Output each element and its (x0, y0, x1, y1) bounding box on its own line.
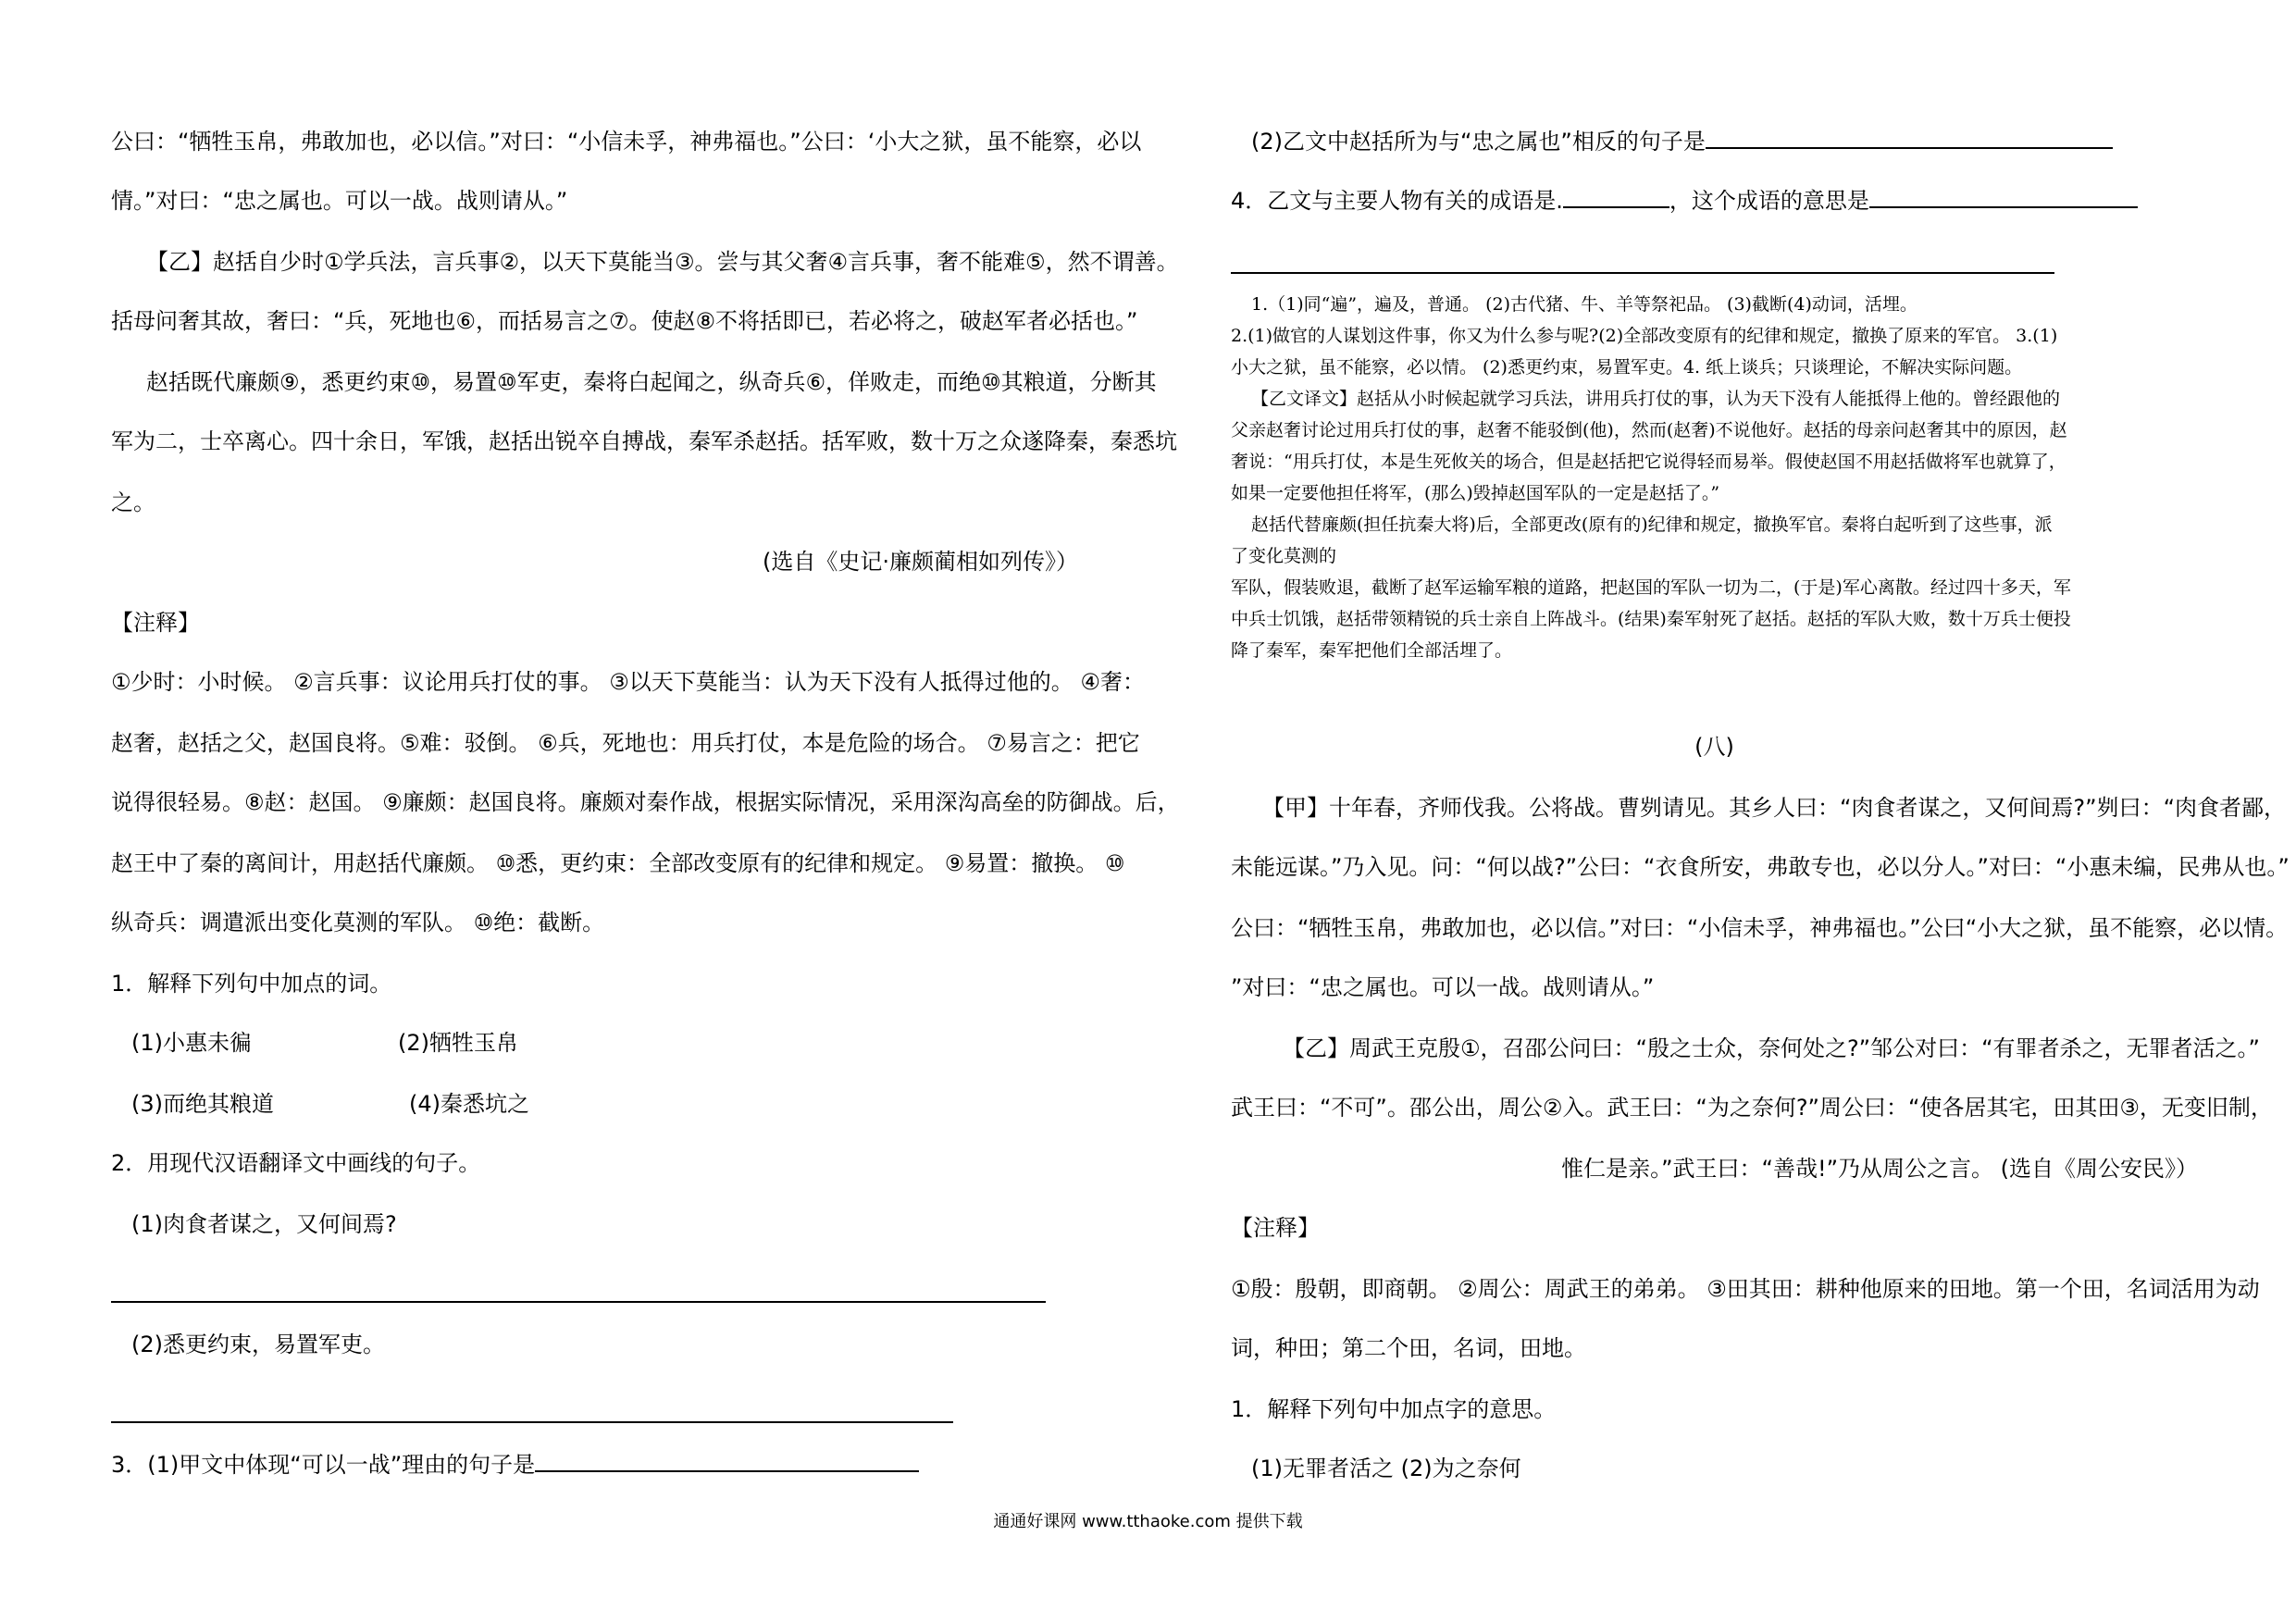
text-line: 【甲】十年春，齐师伐我。公将战。曹刿请见。其乡人曰：“肉食者谋之，又何间焉?”刿曰：“肉食者鄙， (1262, 795, 2287, 821)
answer-blank (1869, 186, 2138, 208)
question-item: (1)肉食者谋之，又何间焉? (131, 1211, 397, 1237)
text-line: 情。”对曰：“忠之属也。可以一战。战则请从。” (111, 188, 568, 214)
question-2: 2．用现代汉语翻译文中画线的句子。 (111, 1150, 481, 1176)
text-line: 【乙】赵括自少时①学兵法，言兵事②，以天下莫能当③。尝与其父奢④言兵事，奢不能难⑤，然不谓善。 (146, 249, 1179, 275)
answer-key-line: 【乙文译文】赵括从小时候起就学习兵法，讲用兵打仗的事，认为天下没有人能抵得上他的。曾经跟他的 (1251, 389, 2061, 409)
text-line: 之。 (111, 489, 155, 515)
answer-key-line: 父亲赵奢讨论过用兵打仗的事，赵奢不能驳倒(他)，然而(赵奢)不说他好。赵括的母亲问赵奢其中的原因，赵 (1231, 420, 2067, 440)
section-heading: (八) (1694, 734, 1734, 760)
note-line: 纵奇兵：调遣派出变化莫测的军队。 ⑩绝：截断。 (111, 910, 605, 935)
answer-line (1231, 272, 2054, 274)
answer-key-line: 了变化莫测的 (1231, 546, 1337, 566)
text-line: 惟仁是亲。”武王曰：“善哉!”乃从周公之言。 (选自《周公安民》） (1561, 1156, 2198, 1182)
notes-title: 【注释】 (1231, 1215, 1320, 1241)
question-3 (111, 1449, 919, 1481)
answer-key-line: 中兵士饥饿，赵括带领精锐的兵士亲自上阵战斗。(结果)秦军射死了赵括。赵括的军队大败，数十万兵士便投 (1231, 609, 2071, 629)
answer-key-line: 1.（1)同“遍”，遍及，普通。 (2)古代猪、牛、羊等祭祀品。 (3)截断(4)动词，活埋。 (1251, 294, 1917, 315)
text-line: ”对曰：“忠之属也。可以一战。战则请从。” (1231, 974, 1655, 1000)
question-1: 1．解释下列句中加点的词。 (111, 971, 392, 997)
question-item: (2)悉更约束，易置军吏。 (131, 1332, 385, 1357)
page-footer: 通通好课网 www.tthaoke.com 提供下载 (993, 1512, 1303, 1531)
note-line: 词，种田；第二个田，名词，田地。 (1231, 1335, 1586, 1361)
source-citation: (选自《史记·廉颇蔺相如列传》） (763, 549, 1078, 575)
notes-title: 【注释】 (111, 610, 200, 636)
text-line: 括母问奢其故，奢曰：“兵，死地也⑥，而括易言之⑦。使赵⑧不将括即已，若必将之，破赵军者必括也。” (111, 308, 1138, 334)
text-line: 公曰：“牺牲玉帛，弗敢加也，必以信。”对曰：“小信未孚，神弗福也。”公曰“小大之狱，虽不能察，必以情。 (1231, 915, 2289, 941)
question-text: ，这个成语的意思是 (1669, 188, 1869, 214)
question-text: 4．乙文与主要人物有关的成语是. (1231, 188, 1563, 214)
question-item: (1)小惠未徧 (131, 1030, 252, 1056)
answer-blank (1563, 186, 1669, 208)
answer-key-line: 2.(1)做官的人谋划这件事，你又为什么参与呢?(2)全部改变原有的纪律和规定，撤换了原来的军官。 3.(1) (1231, 326, 2058, 346)
answer-key-line: 降了秦军，秦军把他们全部活埋了。 (1231, 640, 1513, 661)
answer-key-line: 小大之狱，虽不能察，必以情。 (2)悉更约束，易置军吏。4. 纸上谈兵；只谈理论，不解决实际问题。 (1231, 357, 2023, 378)
answer-line (111, 1421, 953, 1423)
question-1: 1．解释下列句中加点字的意思。 (1231, 1396, 1557, 1422)
text-line: 【乙】周武王克殷①，召邵公问曰：“殷之士众，奈何处之?”邹公对曰：“有罪者杀之，无罪者活之。” (1283, 1035, 2260, 1061)
note-line: 赵王中了秦的离间计，用赵括代廉颇。 ⑩悉，更约束：全部改变原有的纪律和规定。 ⑨易置：撤换。 ⑩ (111, 850, 1125, 876)
note-line: 说得很轻易。⑧赵：赵国。 ⑨廉颇：赵国良将。廉颇对秦作战，根据实际情况，采用深沟高垒的防御战。后， (111, 789, 1180, 815)
answer-blank (535, 1450, 919, 1472)
text-line: 赵括既代廉颇⑨，悉更约束⑩，易置⑩军吏，秦将白起闻之，纵奇兵⑥，佯败走，而绝⑩其粮道，分断其 (146, 369, 1157, 395)
note-line: ①少时：小时候。 ②言兵事：议论用兵打仗的事。 ③以天下莫能当：认为天下没有人抵得过他的。 ④奢： (111, 669, 1145, 695)
answer-key-line: 赵括代替廉颇(担任抗秦大将)后，全部更改(原有的)纪律和规定，撤换军官。秦将白起听到了这些事，派 (1251, 514, 2053, 535)
answer-blank (1706, 127, 2113, 149)
note-line: 赵奢，赵括之父，赵国良将。⑤难：驳倒。 ⑥兵，死地也：用兵打仗，本是危险的场合。 ⑦易言之：把它 (111, 730, 1140, 756)
question-item: (1)无罪者活之 (2)为之奈何 (1251, 1456, 1521, 1481)
answer-key-line: 如果一定要他担任将军，(那么)毁掉赵国军队的一定是赵括了。” (1231, 483, 1720, 503)
question-item: (4)秦悉坑之 (409, 1091, 529, 1117)
text-line: 公曰：“牺牲玉帛，弗敢加也，必以信。”对曰：“小信未孚，神弗福也。”公曰：‘小大之狱，虽不能察，必以 (111, 129, 1142, 155)
question-3b (1251, 126, 2113, 157)
text-line: 军为二，士卒离心。四十余日，军饿，赵括出锐卒自搏战，秦军杀赵括。括军败，数十万之众遂降秦，秦悉坑 (111, 428, 1177, 454)
question-text: (2)乙文中赵括所为与“忠之属也”相反的句子是 (1251, 129, 1706, 155)
text-line: 未能远谋。”乃入见。问：“何以战?”公曰：“衣食所安，弗敢专也，必以分人。”对曰：“小惠未编，民弗从也。” (1231, 854, 2290, 880)
answer-key-line: 军队，假装败退，截断了赵军运输军粮的道路，把赵国的军队一切为二，(于是)军心离散。经过四十多天，军 (1231, 577, 2071, 598)
question-4 (1231, 185, 2138, 217)
question-text: 3．(1)甲文中体现“可以一战”理由的句子是 (111, 1452, 536, 1478)
question-item: (2)牺牲玉帛 (398, 1030, 518, 1056)
answer-key-line: 奢说：“用兵打仗，本是生死攸关的场合，但是赵括把它说得轻而易举。假使赵国不用赵括做将军也就算了， (1231, 452, 2066, 472)
answer-line (111, 1301, 1046, 1303)
note-line: ①殷：殷朝，即商朝。 ②周公：周武王的弟弟。 ③田其田：耕种他原来的田地。第一个田，名词活用为动 (1231, 1276, 2260, 1302)
text-line: 武王曰：“不可”。邵公出，周公②入。武王曰：“为之奈何?”周公曰：“使各居其宅，田其田③，无变旧制， (1231, 1095, 2273, 1121)
question-item: (3)而绝其粮道 (131, 1091, 274, 1117)
